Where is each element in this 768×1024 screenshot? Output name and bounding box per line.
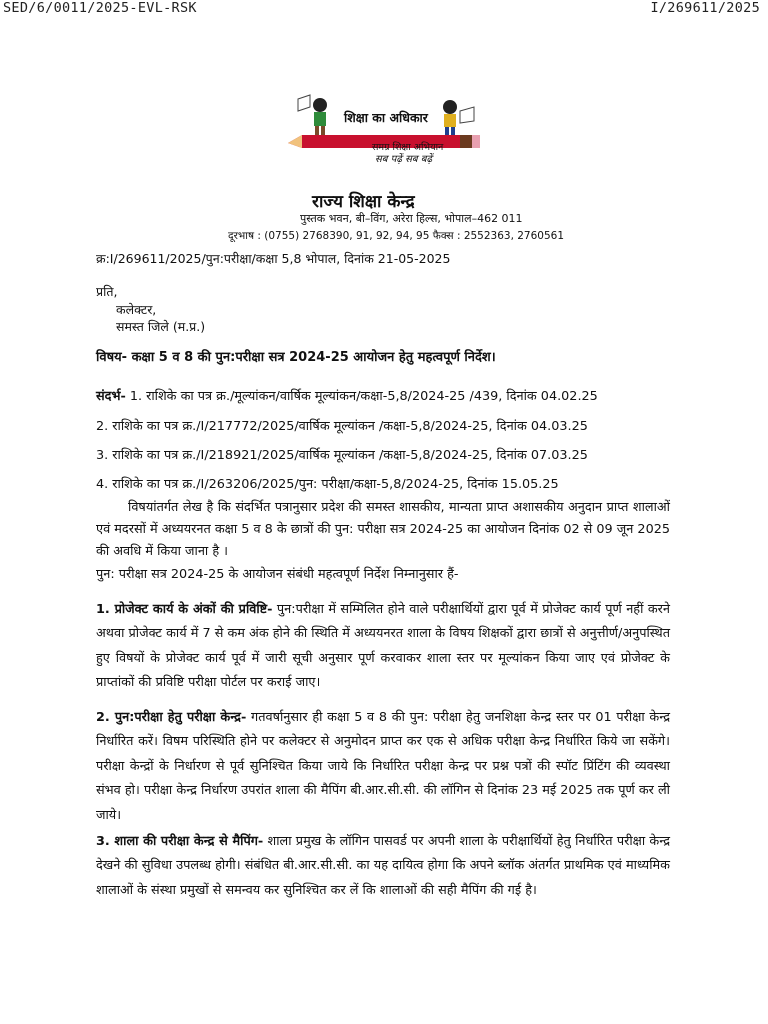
reference-3: 3. राशिके का पत्र क्र./I/218921/2025/वार्षिक मूल्यांकन /कक्षा-5,8/2024-25, दिनांक 07.03.25	[96, 448, 588, 463]
document-code-right: I/269611/2025	[650, 0, 760, 16]
logo-tagline: सब पढ़ें सब बढ़ें	[375, 154, 433, 165]
point-2	[96, 706, 670, 828]
logo-subtitle: समग्र शिक्षा अभियान	[372, 142, 444, 153]
references-label: संदर्भ-	[96, 389, 126, 404]
point-1-heading: 1. प्रोजेक्ट कार्य के अंकों की प्रविष्टि-	[96, 602, 273, 617]
point-3-body: शाला प्रमुख के लॉगिन पासवर्ड पर अपनी शाला के परीक्षार्थियों हेतु निर्धारित परीक्षा केन्द्र देखने की सुविधा उपलब्ध होगी। संबंधित बी.आर.सी.सी. का यह दायित्व होगा कि अपने ब्लॉक अंतर्गत प्राथमिक एवं माध्यमिक शालाओं के संस्था प्रमुखों से समन्वय कर सुनिश्चित कर लें कि शालाओं की सही मैपिंग की गई है।	[96, 834, 670, 898]
organization-address: पुस्तक भवन, बी–विंग, अरेरा हिल्स, भोपाल–462 011	[300, 212, 523, 225]
organization-name: राज्य शिक्षा केन्द्र	[312, 192, 415, 212]
reference-1	[96, 386, 598, 404]
point-3-heading: 3. शाला की परीक्षा केन्द्र से मैपिंग-	[96, 834, 264, 849]
point-2-body: गतवर्षानुसार ही कक्षा 5 व 8 की पुन: परीक्षा हेतु जनशिक्षा केन्द्र स्तर पर 01 परीक्षा केन्द्र निर्धारित करें। विषम परिस्थिति होने पर कलेक्टर से अनुमोदन प्राप्त कर एक से अधिक परीक्षा केन्द्र निर्धारित किये जा सकेंगे। परीक्षा केन्द्रों के निर्धारण से पूर्व सुनिश्चित किया जाये कि निर्धारित परीक्षा केन्द्र पर प्रश्न पत्रों की स्पॉट प्रिंटिंग की व्यवस्था संभव हो। परीक्षा केन्द्र निर्धारण उपरांत शाला की मैपिंग बी.आर.सी.सी. की लॉगिन से दिनांक 23 मई 2025 तक पूर्ण कर ली जाये।	[96, 710, 670, 823]
salutation: प्रति,	[96, 284, 118, 299]
recipient-district: समस्त जिले (म.प्र.)	[116, 319, 206, 334]
reference-4: 4. राशिके का पत्र क्र./I/263206/2025/पुन: परीक्षा/कक्षा-5,8/2024-25, दिनांक 15.05.25	[96, 477, 559, 492]
point-2-heading: 2. पुन:परीक्षा हेतु परीक्षा केन्द्र-	[96, 710, 247, 725]
reference-line: क्र:I/269611/2025/पुन:परीक्षा/कक्षा 5,8 भोपाल, दिनांक 21-05-2025	[96, 251, 451, 266]
point-1-body: पुन:परीक्षा में सम्मिलित होने वाले परीक्षार्थियों द्वारा पूर्व में प्रोजेक्ट कार्य पूर्ण नहीं करने अथवा प्रोजेक्ट कार्य में 7 से कम अंक होने की स्थिति में अध्ययनरत शाला के विषय शिक्षकों द्वारा छात्रों से अनुत्तीर्ण/अनुपस्थित हुए विषयों के प्रोजेक्ट कार्य पूर्व में जारी सूची अनुसार पूर्ण करवाकर शाला स्तर पर मूल्यांकन किया जाए एवं प्रोजेक्ट के प्राप्तांकों की प्रविष्टि परीक्षा पोर्टल पर कराई जाए।	[96, 602, 671, 691]
rte-logo	[280, 93, 495, 173]
intro-followup: पुन: परीक्षा सत्र 2024-25 के आयोजन संबंधी महत्वपूर्ण निर्देश निम्नानुसार हैं-	[96, 567, 459, 582]
reference-2: 2. राशिके का पत्र क्र./I/217772/2025/वार्षिक मूल्यांकन /कक्षा-5,8/2024-25, दिनांक 04.03.25	[96, 419, 588, 434]
logo-title: शिक्षा का अधिकार	[344, 110, 428, 125]
point-3	[96, 830, 670, 903]
recipient: कलेक्टर,	[116, 302, 157, 317]
intro-paragraph: विषयांतर्गत लेख है कि संदर्भित पत्रानुसार प्रदेश की समस्त शासकीय, मान्यता प्राप्त अशासकीय अनुदान प्राप्त शालाओं एवं मदरसों में अध्ययरनत कक्षा 5 व 8 के छात्रों की पुन: परीक्षा सत्र 2024-25 का आयोजन दिनांक 02 से 09 जून 2025 की अवधि में किया जाना है ।	[96, 500, 670, 559]
point-1	[96, 598, 670, 696]
organization-phone: दूरभाष : (0755) 2768390, 91, 92, 94, 95 फैक्स : 2552363, 2760561	[228, 230, 565, 242]
reference-1-text: 1. राशिके का पत्र क्र./मूल्यांकन/वार्षिक मूल्यांकन/कक्षा-5,8/2024-25 /439, दिनांक 04.02.25	[125, 389, 598, 404]
letterhead	[112, 85, 664, 250]
subject-line: विषय- कक्षा 5 व 8 की पुन:परीक्षा सत्र 2024-25 आयोजन हेतु महत्वपूर्ण निर्देश।	[96, 350, 496, 365]
document-code-left: SED/6/0011/2025-EVL-RSK	[3, 0, 197, 16]
